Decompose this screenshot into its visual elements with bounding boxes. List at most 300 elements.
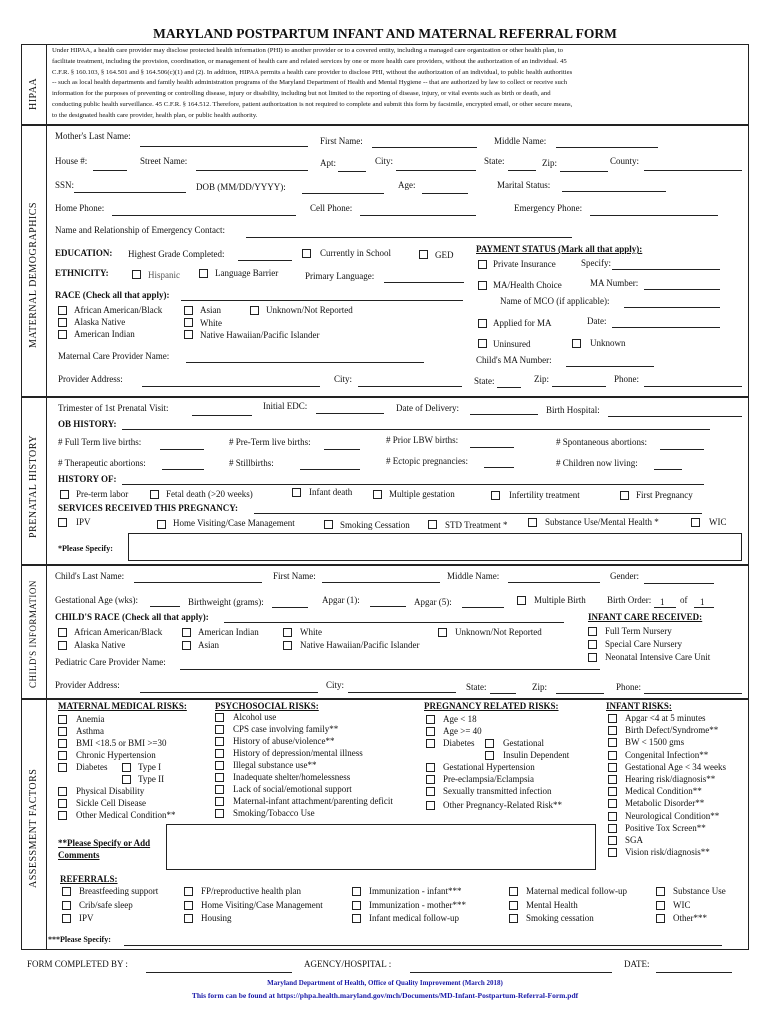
- infant-risk-item: Medical Condition**: [625, 786, 702, 797]
- highest-grade-field[interactable]: [238, 260, 292, 261]
- std-treatment-checkbox[interactable]: [428, 520, 437, 529]
- apt-field[interactable]: [338, 171, 366, 172]
- age-field[interactable]: [422, 193, 468, 194]
- chronic-hypertension-label: Chronic Hypertension: [76, 750, 156, 760]
- agency-field[interactable]: [410, 972, 612, 973]
- infant-risk-checkbox[interactable]: [608, 812, 617, 821]
- infant-risk-checkbox[interactable]: [608, 714, 617, 723]
- asthma-checkbox[interactable]: [58, 727, 67, 736]
- child-provider-city-label: City:: [326, 680, 345, 690]
- inadequate-shelter-checkbox[interactable]: [215, 773, 224, 782]
- childs-ma-number-label: Child's MA Number:: [476, 355, 552, 365]
- alcohol-use-label: Alcohol use: [233, 712, 277, 722]
- prenatal-label: PRENATAL HISTORY: [28, 434, 39, 538]
- initial-edc-label: Initial EDC:: [263, 401, 308, 411]
- child-white-checkbox[interactable]: [283, 628, 292, 637]
- referral-item: IPV: [79, 913, 94, 923]
- child-unknown-label: Unknown/Not Reported: [455, 627, 542, 637]
- age-ge40-checkbox[interactable]: [426, 727, 435, 736]
- uninsured-label: Uninsured: [493, 339, 531, 349]
- child-provider-phone-label: Phone:: [616, 682, 642, 692]
- fetal-death-checkbox[interactable]: [150, 490, 159, 499]
- gender-field[interactable]: [644, 583, 714, 584]
- maternal-provider-phone-label: Phone:: [614, 374, 640, 384]
- other-pregnancy-risk-checkbox[interactable]: [426, 801, 435, 810]
- referrals-label: REFERRALS:: [60, 874, 118, 884]
- spontaneous-abortions-field[interactable]: [660, 449, 704, 450]
- street-name-label: Street Name:: [140, 156, 188, 166]
- type1-label: Type I: [138, 762, 162, 772]
- department-note: Maryland Department of Health, Office of Quality Improvement (March 2018): [267, 979, 503, 987]
- insulin-dependent-label: Insulin Dependent: [503, 750, 570, 760]
- white-checkbox[interactable]: [184, 318, 193, 327]
- depression-checkbox[interactable]: [215, 749, 224, 758]
- gestational-hypertension-label: Gestational Hypertension: [443, 762, 535, 772]
- payment-unknown-label: Unknown: [590, 338, 626, 348]
- emergency-phone-field[interactable]: [590, 215, 718, 216]
- applied-for-ma-checkbox[interactable]: [478, 319, 487, 328]
- infant-risk-item: Hearing risk/diagnosis**: [625, 774, 716, 784]
- ethnicity-label: ETHNICITY:: [55, 268, 109, 278]
- african-american-checkbox[interactable]: [58, 306, 67, 315]
- maternal-care-provider-field[interactable]: [186, 362, 424, 363]
- anemia-label: Anemia: [76, 714, 105, 724]
- cell-phone-field[interactable]: [360, 215, 476, 216]
- middle-name-label: Middle Name:: [494, 136, 547, 146]
- sti-label: Sexually transmitted infection: [443, 786, 552, 796]
- prenatal-specify-box[interactable]: [128, 533, 742, 561]
- fetal-death-label: Fetal death (>20 weeks): [166, 489, 253, 499]
- infant-risk-item: SGA: [625, 835, 644, 845]
- house-field[interactable]: [93, 170, 127, 171]
- form-completed-by-label: FORM COMPLETED BY :: [27, 959, 128, 969]
- child-american-indian-label: American Indian: [198, 627, 259, 637]
- type2-checkbox[interactable]: [122, 775, 131, 784]
- infant-risk-checkbox[interactable]: [608, 751, 617, 760]
- referral-checkbox[interactable]: [509, 901, 518, 910]
- primary-language-field[interactable]: [384, 282, 464, 283]
- other-pregnancy-risk-label: Other Pregnancy-Related Risk**: [443, 800, 562, 810]
- pediatric-provider-field[interactable]: [180, 669, 600, 670]
- stillbirths-field[interactable]: [300, 469, 360, 470]
- services-label: SERVICES RECEIVED THIS PREGNANCY:: [58, 503, 238, 513]
- wic-service-label: WIC: [709, 517, 727, 527]
- infant-risk-item: Birth Defect/Syndrome**: [625, 725, 719, 736]
- referral-item: Substance Use: [673, 886, 726, 896]
- child-african-american-checkbox[interactable]: [58, 628, 67, 637]
- maternal-provider-phone-field[interactable]: [644, 386, 742, 387]
- infant-risk-checkbox[interactable]: [608, 836, 617, 845]
- substance-use-service-label: Substance Use/Mental Health *: [545, 517, 659, 527]
- education-label: EDUCATION:: [55, 248, 113, 258]
- infant-risk-item: Gestational Age < 34 weeks: [625, 761, 727, 772]
- alaska-native-checkbox[interactable]: [58, 318, 67, 327]
- special-care-nursery-checkbox[interactable]: [588, 640, 597, 649]
- sickle-cell-checkbox[interactable]: [58, 799, 67, 808]
- type2-label: Type II: [138, 774, 165, 784]
- gestational-age-field[interactable]: [150, 606, 180, 607]
- child-american-indian-checkbox[interactable]: [182, 628, 191, 637]
- type1-checkbox[interactable]: [122, 763, 131, 772]
- illegal-substance-label: Illegal substance use**: [233, 760, 317, 770]
- preg-diabetes-label: Diabetes: [443, 738, 475, 748]
- asian-label: Asian: [200, 305, 221, 315]
- full-term-nursery-checkbox[interactable]: [588, 627, 597, 636]
- dob-field[interactable]: [302, 193, 384, 194]
- first-name-label: First Name:: [320, 136, 363, 146]
- applied-date-field[interactable]: [612, 327, 720, 328]
- ssn-label: SSN:: [55, 180, 75, 190]
- diabetes-label: Diabetes: [76, 762, 108, 772]
- marital-status-label: Marital Status:: [497, 180, 551, 190]
- race-label: RACE (Check all that apply):: [55, 290, 170, 300]
- maternal-provider-zip-field[interactable]: [552, 386, 606, 387]
- std-treatment-label: STD Treatment *: [445, 520, 508, 530]
- state-label: State:: [484, 156, 505, 166]
- birth-order-value[interactable]: 1: [660, 597, 665, 607]
- trimester-field[interactable]: [192, 415, 252, 416]
- maternal-care-provider-label: Maternal Care Provider Name:: [58, 351, 170, 361]
- child-asian-checkbox[interactable]: [182, 641, 191, 650]
- childs-ma-number-field[interactable]: [566, 366, 654, 367]
- referral-checkbox[interactable]: [509, 887, 518, 896]
- therapeutic-abortions-label: # Therapeutic abortions:: [58, 458, 146, 468]
- dob-label: DOB (MM/DD/YYYY):: [196, 182, 286, 192]
- home-visiting-service-label: Home Visiting/Case Management: [173, 518, 295, 528]
- birthweight-label: Birthweight (grams):: [188, 597, 264, 607]
- referral-checkbox[interactable]: [184, 887, 193, 896]
- maternal-provider-state-field[interactable]: [497, 387, 521, 388]
- private-insurance-checkbox[interactable]: [478, 260, 487, 269]
- bmi-label: BMI <18.5 or BMI >=30: [76, 738, 167, 748]
- applied-date-label: Date:: [587, 316, 607, 326]
- emergency-contact-field[interactable]: [246, 237, 572, 238]
- child-unknown-checkbox[interactable]: [438, 628, 447, 637]
- pediatric-provider-label: Pediatric Care Provider Name:: [55, 657, 166, 667]
- childs-last-name-field[interactable]: [134, 582, 262, 583]
- children-living-field[interactable]: [654, 469, 682, 470]
- age-lt18-checkbox[interactable]: [426, 715, 435, 724]
- full-term-label: # Full Term live births:: [58, 437, 142, 447]
- infant-risk-checkbox[interactable]: [608, 799, 617, 808]
- payment-unknown-checkbox[interactable]: [572, 339, 581, 348]
- therapeutic-abortions-field[interactable]: [162, 469, 204, 470]
- referral-item: Maternal medical follow-up: [526, 886, 627, 896]
- preeclampsia-checkbox[interactable]: [426, 775, 435, 784]
- referral-checkbox[interactable]: [62, 887, 71, 896]
- referral-checkbox[interactable]: [352, 901, 361, 910]
- referral-checkbox[interactable]: [62, 914, 71, 923]
- payment-status-label: PAYMENT STATUS (Mark all that apply):: [476, 244, 643, 254]
- asthma-label: Asthma: [76, 726, 104, 736]
- payment-specify-field[interactable]: [612, 269, 720, 270]
- preg-diabetes-checkbox[interactable]: [426, 739, 435, 748]
- infant-risk-checkbox[interactable]: [608, 726, 617, 735]
- child-asian-label: Asian: [198, 640, 219, 650]
- full-term-nursery-label: Full Term Nursery: [605, 626, 672, 636]
- age-label: Age:: [398, 180, 416, 190]
- referral-item: Crib/safe sleep: [79, 899, 133, 910]
- infertility-checkbox[interactable]: [491, 491, 500, 500]
- currently-in-school-checkbox[interactable]: [302, 249, 311, 258]
- child-provider-phone-field[interactable]: [644, 693, 742, 694]
- zip-field[interactable]: [560, 171, 608, 172]
- emergency-phone-label: Emergency Phone:: [514, 203, 583, 213]
- infant-risk-item: Neurological Condition**: [625, 810, 720, 821]
- birth-hospital-label: Birth Hospital:: [546, 405, 600, 415]
- smoking-tobacco-checkbox[interactable]: [215, 809, 224, 818]
- mco-name-field[interactable]: [624, 307, 720, 308]
- ma-health-choice-checkbox[interactable]: [478, 281, 487, 290]
- alcohol-use-checkbox[interactable]: [215, 713, 224, 722]
- physical-disability-checkbox[interactable]: [58, 787, 67, 796]
- county-label: County:: [610, 156, 640, 166]
- other-medical-checkbox[interactable]: [58, 811, 67, 820]
- child-alaska-native-checkbox[interactable]: [58, 641, 67, 650]
- ipv-service-label: IPV: [76, 517, 91, 527]
- maternal-provider-city-field[interactable]: [358, 386, 462, 387]
- infant-risk-checkbox[interactable]: [608, 775, 617, 784]
- infant-risk-checkbox[interactable]: [608, 787, 617, 796]
- emergency-contact-label: Name and Relationship of Emergency Contact:: [55, 225, 226, 235]
- infant-risk-checkbox[interactable]: [608, 824, 617, 833]
- zip-label: Zip:: [542, 158, 557, 168]
- maternal-provider-address-field[interactable]: [142, 386, 320, 387]
- referrals-specify-field[interactable]: [124, 945, 722, 946]
- smoking-cessation-service-label: Smoking Cessation: [340, 520, 410, 530]
- gestational-age-label: Gestational Age (wks):: [55, 595, 138, 605]
- child-provider-address-label: Provider Address:: [55, 680, 120, 690]
- footer-date-field[interactable]: [656, 972, 732, 973]
- full-term-field[interactable]: [160, 449, 204, 450]
- preterm-labor-checkbox[interactable]: [60, 490, 69, 499]
- footer-date-label: DATE:: [624, 959, 650, 969]
- uninsured-checkbox[interactable]: [478, 339, 487, 348]
- pregnancy-risks-label: PREGNANCY RELATED RISKS:: [424, 701, 559, 711]
- hispanic-checkbox[interactable]: [132, 270, 141, 279]
- infant-risk-item: BW < 1500 gms: [625, 737, 685, 748]
- native-hawaiian-checkbox[interactable]: [184, 330, 193, 339]
- child-provider-city-field[interactable]: [348, 692, 456, 693]
- nicu-checkbox[interactable]: [588, 653, 597, 662]
- marital-status-field[interactable]: [562, 191, 666, 192]
- unknown-not-reported-checkbox[interactable]: [250, 306, 259, 315]
- child-alaska-native-label: Alaska Native: [74, 640, 126, 650]
- child-native-hawaiian-checkbox[interactable]: [283, 641, 292, 650]
- referral-checkbox[interactable]: [184, 901, 193, 910]
- home-visiting-service-checkbox[interactable]: [157, 520, 166, 529]
- maternal-provider-city-label: City:: [334, 374, 353, 384]
- referral-item: Smoking cessation: [526, 913, 594, 923]
- referral-item: Home Visiting/Case Management: [201, 899, 323, 910]
- form-completed-by-field[interactable]: [146, 972, 292, 973]
- ectopic-field[interactable]: [484, 467, 514, 468]
- other-medical-label: Other Medical Condition**: [76, 810, 176, 820]
- cps-case-checkbox[interactable]: [215, 725, 224, 734]
- lack-support-label: Lack of social/emotional support: [233, 784, 352, 794]
- birthweight-field[interactable]: [272, 607, 308, 608]
- age-ge40-label: Age >= 40: [443, 726, 482, 736]
- specify-comments-label-2: Comments: [58, 850, 100, 860]
- city-label: City:: [375, 156, 394, 166]
- anemia-checkbox[interactable]: [58, 715, 67, 724]
- apgar5-field[interactable]: [462, 607, 504, 608]
- multiple-birth-checkbox[interactable]: [517, 596, 526, 605]
- insulin-dependent-checkbox[interactable]: [485, 751, 494, 760]
- referral-checkbox[interactable]: [62, 901, 71, 910]
- birth-order-of: of: [680, 595, 688, 605]
- agency-label: AGENCY/HOSPITAL :: [304, 959, 392, 969]
- cps-case-label: CPS case involving family**: [233, 724, 339, 734]
- referral-item: Immunization - mother***: [369, 899, 466, 910]
- age-lt18-label: Age < 18: [443, 714, 477, 724]
- inadequate-shelter-label: Inadequate shelter/homelessness: [233, 772, 351, 782]
- attachment-deficit-label: Maternal-infant attachment/parenting deficit: [233, 796, 393, 806]
- abuse-violence-label: History of abuse/violence**: [233, 736, 335, 746]
- payment-specify-label: Specify:: [581, 258, 611, 268]
- infant-risk-checkbox[interactable]: [608, 763, 617, 772]
- trimester-label: Trimester of 1st Prenatal Visit:: [58, 403, 169, 413]
- infant-risk-checkbox[interactable]: [608, 848, 617, 857]
- applied-for-ma-label: Applied for MA: [493, 318, 552, 328]
- initial-edc-field[interactable]: [316, 413, 384, 414]
- multiple-gestation-checkbox[interactable]: [373, 490, 382, 499]
- gestational-diabetes-checkbox[interactable]: [485, 739, 494, 748]
- white-label: White: [200, 318, 222, 328]
- infant-death-checkbox[interactable]: [292, 488, 301, 497]
- child-middle-name-label: Middle Name:: [447, 571, 500, 581]
- ma-number-field[interactable]: [644, 289, 720, 290]
- assessment-label: ASSESSMENT FACTORS: [28, 768, 39, 888]
- referral-checkbox[interactable]: [352, 914, 361, 923]
- birth-order-label: Birth Order:: [607, 595, 652, 605]
- multiple-birth-label: Multiple Birth: [534, 595, 586, 605]
- ipv-service-checkbox[interactable]: [58, 518, 67, 527]
- infant-risk-item: Apgar <4 at 5 minutes: [625, 713, 706, 723]
- language-barrier-checkbox[interactable]: [199, 269, 208, 278]
- child-middle-name-field[interactable]: [508, 582, 600, 583]
- ectopic-label: # Ectopic pregnancies:: [386, 456, 468, 466]
- infant-risks-label: INFANT RISKS:: [606, 701, 672, 711]
- referral-item: Immunization - infant***: [369, 886, 462, 896]
- ged-label: GED: [435, 250, 454, 260]
- child-provider-zip-field[interactable]: [556, 693, 604, 694]
- attachment-deficit-checkbox[interactable]: [215, 797, 224, 806]
- apt-label: Apt:: [320, 158, 337, 168]
- children-living-label: # Children now living:: [556, 458, 638, 468]
- apgar5-label: Apgar (5):: [414, 597, 452, 607]
- infertility-label: Infertility treatment: [509, 490, 580, 500]
- cell-phone-label: Cell Phone:: [310, 203, 353, 213]
- childs-last-name-label: Child's Last Name:: [55, 571, 125, 581]
- referral-checkbox[interactable]: [656, 887, 665, 896]
- child-provider-address-field[interactable]: [140, 692, 318, 693]
- diabetes-checkbox[interactable]: [58, 763, 67, 772]
- history-of-label: HISTORY OF:: [58, 474, 117, 484]
- ssn-field[interactable]: [74, 192, 186, 193]
- child-white-label: White: [300, 627, 322, 637]
- bmi-checkbox[interactable]: [58, 739, 67, 748]
- american-indian-checkbox[interactable]: [58, 330, 67, 339]
- infant-risk-checkbox[interactable]: [608, 738, 617, 747]
- child-provider-state-field[interactable]: [490, 693, 516, 694]
- child-first-name-field[interactable]: [322, 582, 440, 583]
- highest-grade-label: Highest Grade Completed:: [128, 249, 225, 259]
- maternal-label: MATERNAL DEMOGRAPHICS: [28, 202, 39, 348]
- ged-checkbox[interactable]: [419, 250, 428, 259]
- multiple-gestation-label: Multiple gestation: [389, 489, 455, 499]
- date-of-delivery-field[interactable]: [470, 414, 538, 415]
- mothers-last-name-field[interactable]: [140, 146, 308, 147]
- county-field[interactable]: [644, 170, 742, 171]
- referral-checkbox[interactable]: [184, 914, 193, 923]
- referral-checkbox[interactable]: [509, 914, 518, 923]
- apgar1-field[interactable]: [370, 606, 406, 607]
- first-pregnancy-label: First Pregnancy: [636, 490, 693, 500]
- first-name-field[interactable]: [372, 147, 477, 148]
- asian-checkbox[interactable]: [184, 306, 193, 315]
- abuse-violence-checkbox[interactable]: [215, 737, 224, 746]
- substance-use-service-checkbox[interactable]: [528, 518, 537, 527]
- maternal-provider-state-label: State:: [474, 376, 495, 386]
- child-race-label: CHILD'S RACE (Check all that apply):: [55, 612, 209, 622]
- native-hawaiian-label: Native Hawaiian/Pacific Islander: [200, 330, 320, 340]
- american-indian-label: American Indian: [74, 329, 135, 339]
- middle-name-field[interactable]: [556, 147, 658, 148]
- state-field[interactable]: [508, 170, 536, 171]
- chronic-hypertension-checkbox[interactable]: [58, 751, 67, 760]
- birth-hospital-field[interactable]: [608, 416, 742, 417]
- ma-number-label: MA Number:: [590, 278, 639, 288]
- home-phone-field[interactable]: [112, 215, 296, 216]
- smoking-cessation-service-checkbox[interactable]: [324, 520, 333, 529]
- alaska-native-label: Alaska Native: [74, 317, 126, 327]
- prior-lbw-label: # Prior LBW births:: [386, 435, 459, 445]
- specify-comments-box[interactable]: [166, 824, 596, 870]
- referral-checkbox[interactable]: [656, 914, 665, 923]
- gestational-hypertension-checkbox[interactable]: [426, 763, 435, 772]
- referral-checkbox[interactable]: [656, 901, 665, 910]
- ma-health-choice-label: MA/Health Choice: [493, 280, 562, 290]
- birth-order-total[interactable]: 1: [700, 597, 705, 607]
- child-label: CHILD'S INFORMATION: [28, 580, 38, 688]
- physical-disability-label: Physical Disability: [76, 786, 145, 796]
- hipaa-text: Under HIPAA, a health care provider may disclose protected health information (PHI) to another provider or to a covered entity, including a managed care organization or other health plan, to facilitate treatment, including the provision, coordination, or management of health care and related services by one or more health care providers, without the authorization of an individual. 45 C.F.R. § 160.103, § 164.501 and § 164.506(c)(1) and (2). In addition, HIPAA permits a health care provider to disclose PHI, without the authorization of an individual, to public health authorities -- such as local health departments and family health administration programs of the Maryland Department of Health and Mental Hygiene -- that are authorized by law to collect or receive such information for the purposes of preventing or controlling disease, injury or disability, including but not limited to the reporting of disease, injury, or vital events such as birth or death, and conducting public health surveillance. 45 C.F.R. § 164.512. Therefore, patient authorization is not required to complete and submit this form by facsimile, encrypted email, or other secure means, to the designated health care provider, health plan, or public health authority.: [52, 47, 573, 119]
- street-name-field[interactable]: [196, 170, 308, 171]
- sti-checkbox[interactable]: [426, 787, 435, 796]
- infant-risk-item: Metabolic Disorder**: [625, 798, 705, 809]
- wic-service-checkbox[interactable]: [691, 518, 700, 527]
- first-pregnancy-checkbox[interactable]: [620, 491, 629, 500]
- city-field[interactable]: [396, 170, 476, 171]
- infant-risk-item: Congenital Infection**: [625, 749, 709, 760]
- illegal-substance-checkbox[interactable]: [215, 761, 224, 770]
- form-url-note[interactable]: This form can be found at https://phpa.health.maryland.gov/mch/Documents/MD-Infant-Postpartum-Referral-Form.pdf: [191, 991, 579, 1000]
- pre-term-field[interactable]: [324, 449, 360, 450]
- child-native-hawaiian-label: Native Hawaiian/Pacific Islander: [300, 640, 420, 650]
- psychosocial-risks-label: PSYCHOSOCIAL RISKS:: [215, 701, 319, 711]
- lack-support-checkbox[interactable]: [215, 785, 224, 794]
- african-american-label: African American/Black: [74, 305, 163, 315]
- ob-history-label: OB HISTORY:: [58, 419, 117, 429]
- apgar1-label: Apgar (1):: [322, 595, 360, 605]
- private-insurance-label: Private Insurance: [493, 259, 556, 269]
- prior-lbw-field[interactable]: [470, 447, 514, 448]
- mco-name-label: Name of MCO (if applicable):: [500, 296, 610, 306]
- preterm-labor-label: Pre-term labor: [76, 489, 129, 499]
- referral-checkbox[interactable]: [352, 887, 361, 896]
- child-african-american-label: African American/Black: [74, 627, 163, 637]
